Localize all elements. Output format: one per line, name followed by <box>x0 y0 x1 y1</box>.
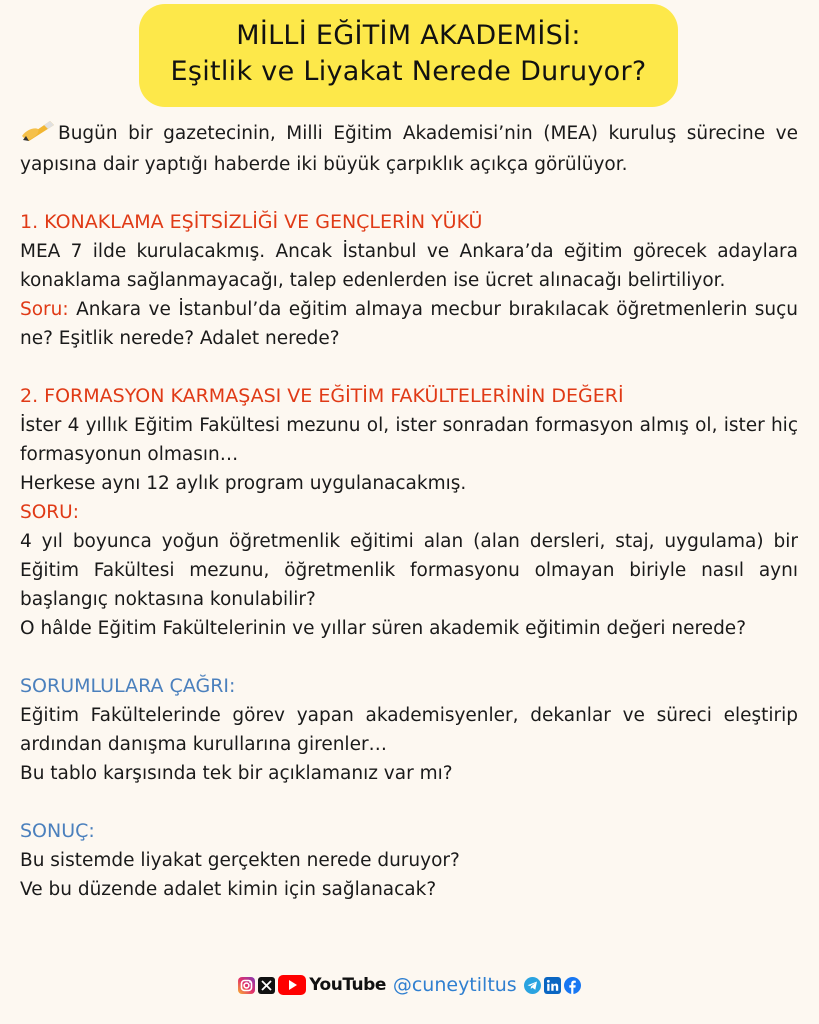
linkedin-icon[interactable] <box>544 977 561 994</box>
intro-paragraph: Bugün bir gazetecinin, Milli Eğitim Akademisi’nin (MEA) kuruluş sürecine ve yapısına dair yaptığı haberde iki büyük çarpıklık açıkça görülüyor. <box>20 115 798 179</box>
title-line-2: Eşitlik ve Liyakat Nerede Duruyor? <box>170 56 647 87</box>
channel-handle[interactable]: @cuneytiltus <box>392 974 517 996</box>
section-2-heading: 2. FORMASYON KARMAŞASI VE EĞİTİM FAKÜLTELERİNİN DEĞERİ <box>20 385 624 407</box>
facebook-icon[interactable] <box>564 977 581 994</box>
section-4-heading: SONUÇ: <box>20 820 95 842</box>
youtube-wordmark: YouTube <box>309 975 386 995</box>
section-3-body-2: Bu tablo karşısında tek bir açıklamanız var mı? <box>20 763 453 784</box>
x-icon[interactable] <box>258 977 275 994</box>
section-1-question: Soru: Ankara ve İstanbul’da eğitim almaya mecbur bırakılacak öğretmenlerin suçu ne? Eşitlik nerede? Adalet nerede? <box>20 299 798 349</box>
question-label: Soru: <box>20 299 69 320</box>
section-1-body: MEA 7 ilde kurulacakmış. Ancak İstanbul ve Ankara’da eğitim görecek adaylara konaklama sağlanmayacağı, talep edenlerden ise ücret alınacağı belirtiliyor. <box>20 241 798 291</box>
section-1-heading: 1. KONAKLAMA EŞİTSİZLİĞİ VE GENÇLERİN YÜKÜ <box>20 211 483 233</box>
title-line-1: MİLLİ EĞİTİM AKADEMİSİ: <box>236 20 581 51</box>
section-3-body-1: Eğitim Fakültelerinde görev yapan akademisyenler, dekanlar ve süreci eleştirip ardından danışma kurullarına girenler… <box>20 705 798 755</box>
article-body <box>20 115 798 904</box>
section-4-line-1: Bu sistemde liyakat gerçekten nerede duruyor? <box>20 850 460 871</box>
section-2-body-2: Herkese aynı 12 aylık program uygulanacakmış. <box>20 473 467 494</box>
section-3-heading: SORUMLULARA ÇAĞRI: <box>20 675 236 697</box>
section-4-line-2: Ve bu düzende adalet kimin için sağlanacak? <box>20 879 437 900</box>
instagram-icon[interactable] <box>238 977 255 994</box>
section-2-question-1: 4 yıl boyunca yoğun öğretmenlik eğitimi alan (alan dersleri, staj, uygulama) bir Eğitim Fakültesi mezunu, öğretmenlik formasyonu olmayan biriyle nasıl aynı başlangıç noktasına konulabilir? <box>20 531 798 610</box>
telegram-icon[interactable] <box>524 977 541 994</box>
youtube-icon[interactable] <box>278 975 306 995</box>
social-footer <box>0 970 819 1000</box>
section-2-body-1: İster 4 yıllık Eğitim Fakültesi mezunu ol, ister sonradan formasyon almış ol, ister hiç formasyonun olmasın… <box>20 415 798 465</box>
title-banner <box>139 4 678 107</box>
section-2-question-label: SORU: <box>20 502 79 523</box>
writing-hand-icon <box>20 115 58 150</box>
section-2-question-2: O hâlde Eğitim Fakültelerinin ve yıllar süren akademik eğitimin değeri nerede? <box>20 618 747 639</box>
